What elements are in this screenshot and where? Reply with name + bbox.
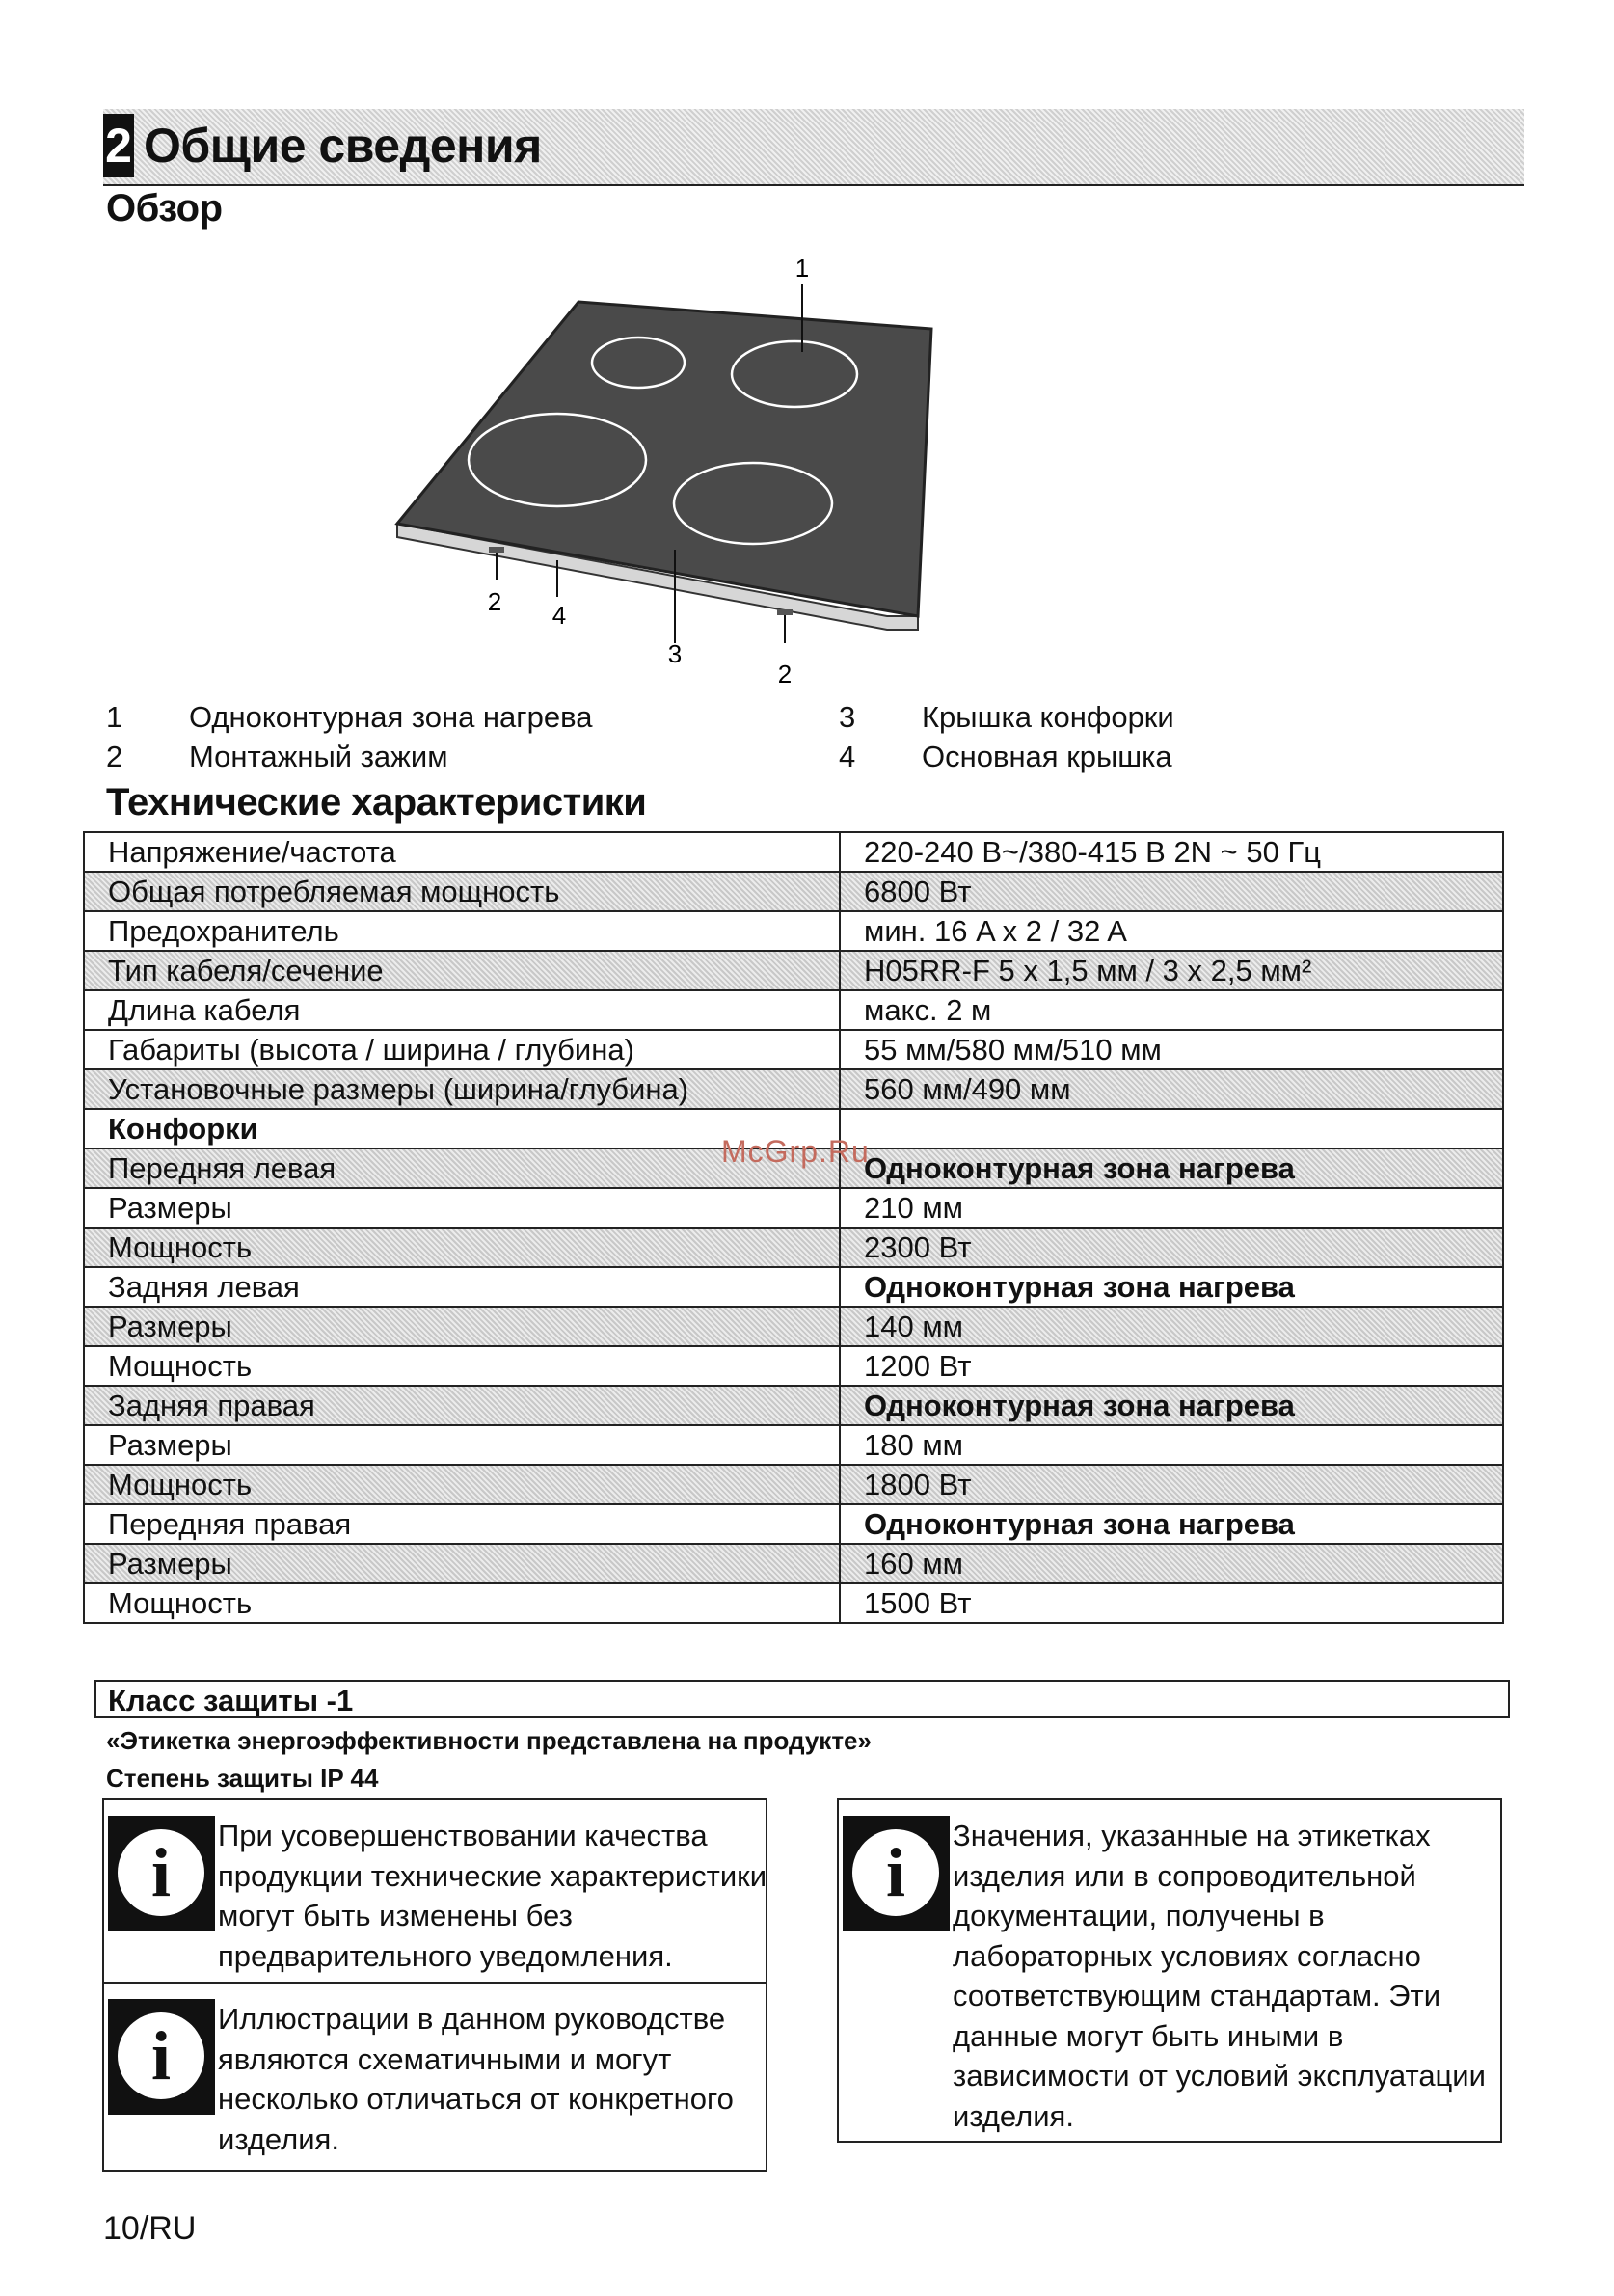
info-note-line: изделия. xyxy=(953,2098,1074,2133)
info-box-right xyxy=(837,1798,1502,2143)
spec-label: Передняя правая xyxy=(84,1504,840,1544)
watermark: McGrp.Ru xyxy=(721,1134,870,1169)
legend-text: Крышка конфорки xyxy=(922,700,1174,734)
legend-text: Одноконтурная зона нагрева xyxy=(189,700,593,734)
spec-label: Размеры xyxy=(84,1188,840,1228)
spec-value: Одноконтурная зона нагрева xyxy=(840,1386,1503,1425)
table-row xyxy=(84,1188,1503,1228)
table-row xyxy=(84,1228,1503,1267)
spec-value: 6800 Вт xyxy=(840,872,1503,911)
table-row xyxy=(84,951,1503,990)
info-note-line: лабораторных условиях согласно xyxy=(953,1938,1421,1973)
info-note-line: несколько отличаться от конкретного xyxy=(218,2082,734,2116)
spec-value: 180 мм xyxy=(840,1425,1503,1465)
spec-value: 560 мм/490 мм xyxy=(840,1069,1503,1109)
table-row xyxy=(84,1465,1503,1504)
spec-value: Одноконтурная зона нагрева xyxy=(840,1504,1503,1544)
spec-label: Длина кабеля xyxy=(84,990,840,1030)
spec-value: 1200 Вт xyxy=(840,1346,1503,1386)
spec-label: Мощность xyxy=(84,1583,840,1623)
table-row xyxy=(84,1267,1503,1307)
info-note-line: Иллюстрации в данном руководстве xyxy=(218,2002,726,2036)
overview-heading: Обзор xyxy=(106,187,223,230)
info-note-line: соответствующим стандартам. Эти xyxy=(953,1979,1441,2012)
spec-value: H05RR-F 5 x 1,5 мм / 3 x 2,5 мм² xyxy=(840,951,1503,990)
table-row xyxy=(84,990,1503,1030)
info-icon: i xyxy=(843,1816,950,1931)
section-title: Общие сведения xyxy=(144,119,542,173)
spec-label: Задняя левая xyxy=(84,1267,840,1307)
callout-4: 4 xyxy=(551,601,567,630)
spec-value xyxy=(840,1109,1503,1148)
legend-text: Монтажный зажим xyxy=(189,740,448,773)
cooktop-illustration xyxy=(386,246,945,694)
spec-label: Размеры xyxy=(84,1307,840,1346)
table-row xyxy=(84,1583,1503,1623)
tech-heading: Технические характеристики xyxy=(106,781,647,824)
table-row xyxy=(84,1346,1503,1386)
info-note-line: предварительного уведомления. xyxy=(218,1938,673,1973)
cooktop-glass xyxy=(397,302,931,616)
info-note-line: При усовершенствовании качества xyxy=(218,1819,708,1852)
spec-label: Общая потребляемая мощность xyxy=(84,872,840,911)
legend-number: 1 xyxy=(106,700,123,734)
spec-label: Напряжение/частота xyxy=(84,832,840,872)
spec-label: Размеры xyxy=(84,1544,840,1583)
clamp-left xyxy=(489,547,504,553)
info-note-line: являются схематичными и могут xyxy=(218,2041,672,2076)
table-row xyxy=(84,911,1503,951)
spec-value: 210 мм xyxy=(840,1188,1503,1228)
spec-value: 55 мм/580 мм/510 мм xyxy=(840,1030,1503,1069)
spec-value: Одноконтурная зона нагрева xyxy=(840,1148,1503,1188)
protection-class: Класс защиты -1 xyxy=(94,1680,1510,1718)
table-row xyxy=(84,1069,1503,1109)
spec-label: Установочные размеры (ширина/глубина) xyxy=(84,1069,840,1109)
spec-label: Мощность xyxy=(84,1228,840,1267)
callout-1: 1 xyxy=(794,254,810,283)
legend-number: 3 xyxy=(839,700,856,734)
info-note-line: данные могут быть иными в xyxy=(953,2018,1344,2053)
spec-value: 160 мм xyxy=(840,1544,1503,1583)
info-note-2 xyxy=(218,1999,734,2159)
page-number: 10/RU xyxy=(103,2210,197,2247)
spec-label: Конфорки xyxy=(84,1109,840,1148)
spec-label: Размеры xyxy=(84,1425,840,1465)
spec-label: Задняя правая xyxy=(84,1386,840,1425)
section-number: 2 xyxy=(103,114,134,177)
spec-value: макс. 2 м xyxy=(840,990,1503,1030)
info-box-left xyxy=(102,1798,767,2172)
info-note-line: зависимости от условий эксплуатации xyxy=(953,2059,1486,2093)
spec-label: Мощность xyxy=(84,1346,840,1386)
spec-value: мин. 16 A x 2 / 32 A xyxy=(840,911,1503,951)
divider xyxy=(104,1982,766,1984)
spec-value: 1800 Вт xyxy=(840,1465,1503,1504)
table-row xyxy=(84,1544,1503,1583)
info-note-line: продукции технические характеристики xyxy=(218,1858,767,1893)
info-note-1 xyxy=(218,1816,767,1976)
ip-rating: Степень защиты IP 44 xyxy=(106,1764,379,1793)
table-row xyxy=(84,1307,1503,1346)
section-header xyxy=(103,109,1524,186)
spec-label: Габариты (высота / ширина / глубина) xyxy=(84,1030,840,1069)
legend-text: Основная крышка xyxy=(922,740,1172,773)
spec-label: Тип кабеля/сечение xyxy=(84,951,840,990)
table-row xyxy=(84,1386,1503,1425)
spec-table xyxy=(83,831,1504,1624)
spec-value: 2300 Вт xyxy=(840,1228,1503,1267)
info-note-line: изделия или в сопроводительной xyxy=(953,1858,1416,1893)
table-row xyxy=(84,872,1503,911)
energy-label-note: «Этикетка энергоэффективности представлена на продукте» xyxy=(106,1726,872,1755)
info-note-3 xyxy=(953,1816,1486,2136)
spec-label: Мощность xyxy=(84,1465,840,1504)
spec-label: Передняя левая xyxy=(84,1148,840,1188)
info-icon: i xyxy=(108,1816,215,1931)
legend-number: 2 xyxy=(106,740,123,773)
table-row xyxy=(84,832,1503,872)
info-icon: i xyxy=(108,1999,215,2115)
spec-label: Предохранитель xyxy=(84,911,840,951)
spec-value: Одноконтурная зона нагрева xyxy=(840,1267,1503,1307)
info-note-line: изделия. xyxy=(218,2121,339,2156)
spec-value: 220-240 В~/380-415 В 2N ~ 50 Гц xyxy=(840,832,1503,872)
table-row xyxy=(84,1030,1503,1069)
info-note-line: Значения, указанные на этикетках xyxy=(953,1819,1431,1852)
table-row xyxy=(84,1504,1503,1544)
callout-3: 3 xyxy=(667,639,683,668)
callout-2b: 2 xyxy=(777,660,793,689)
info-note-line: документации, получены в xyxy=(953,1899,1325,1932)
callout-2a: 2 xyxy=(487,587,502,616)
info-note-line: могут быть изменены без xyxy=(218,1899,573,1932)
clamp-right xyxy=(777,609,793,615)
spec-value: 1500 Вт xyxy=(840,1583,1503,1623)
spec-value: 140 мм xyxy=(840,1307,1503,1346)
table-row xyxy=(84,1425,1503,1465)
legend-number: 4 xyxy=(839,740,856,773)
